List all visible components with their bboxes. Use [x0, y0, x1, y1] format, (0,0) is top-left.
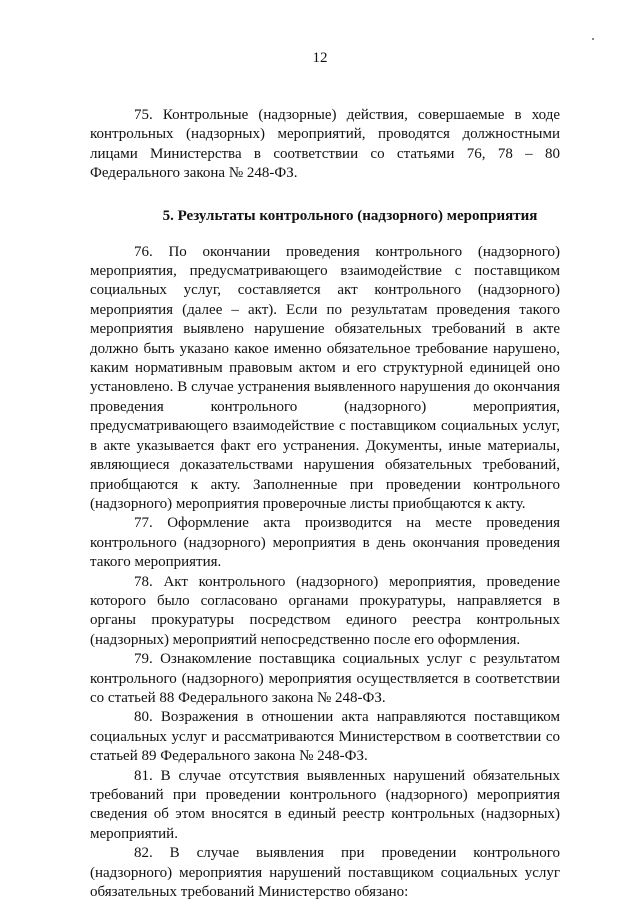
- paragraph-77: 77. Оформление акта производится на месте проведения контрольного (надзорного) мероприятия в день окончания проведения такого мероприятия.: [90, 515, 560, 571]
- page-number: 12: [312, 50, 328, 66]
- section-heading: 5. Результаты контрольного (надзорного) мероприятия: [162, 207, 538, 224]
- document-body: [90, 106, 560, 902]
- scan-speck: [592, 38, 594, 40]
- paragraph-80: 80. Возражения в отношении акта направляются поставщиком социальных услуг и рассматриваются Министерством в соответствии со статьей 89 Федерального закона № 248-ФЗ.: [90, 709, 560, 765]
- paragraph-75: 75. Контрольные (надзорные) действия, совершаемые в ходе контрольных (надзорных) мероприятий, проводятся должностными лицами Министерства в соответствии со статьями 76, 78 – 80 Федерального закона № 248-ФЗ.: [90, 107, 560, 182]
- paragraph-82: 82. В случае выявления при проведении контрольного (надзорного) мероприятия нарушений поставщиком социальных услуг обязательных требований Министерство обязано:: [90, 845, 560, 901]
- paragraph-81: 81. В случае отсутствия выявленных нарушений обязательных требований при проведении контрольного (надзорного) мероприятия сведения об этом вносятся в единый реестр контрольных (надзорных) мероприятий.: [90, 767, 560, 842]
- paragraph-78: 78. Акт контрольного (надзорного) мероприятия, проведение которого было согласовано органами прокуратуры, направляется в органы прокуратуры посредством единого реестра контрольных (надзорных) мероприятий непосредственно после его оформления.: [90, 573, 560, 648]
- paragraph-76: 76. По окончании проведения контрольного (надзорного) мероприятия, предусматривающего взаимодействие с поставщиком социальных услуг, составляется акт контрольного (надзорного) мероприятия (далее – акт). Если по результатам проведения такого мероприятия выявлено нарушение обязательных требований в акте должно быть указано какое именно обязательное требование нарушено, каким нормативным правовым актом и его структурной единицей оно установлено. В случае устранения выявленного нарушения до окончания проведения контрольного (надзорного) мероприятия, предусматривающего взаимодействие с поставщиком социальных услуг, в акте указывается факт его устранения. Документы, иные материалы, являющиеся доказательствами нарушения обязательных требований, приобщаются к акту. Заполненные при проведении контрольного (надзорного) мероприятия проверочные листы приобщаются к акту.: [90, 243, 560, 512]
- paragraph-79: 79. Ознакомление поставщика социальных услуг с результатом контрольного (надзорного) мероприятия осуществляется в соответствии со статьей 88 Федерального закона № 248-ФЗ.: [90, 651, 560, 706]
